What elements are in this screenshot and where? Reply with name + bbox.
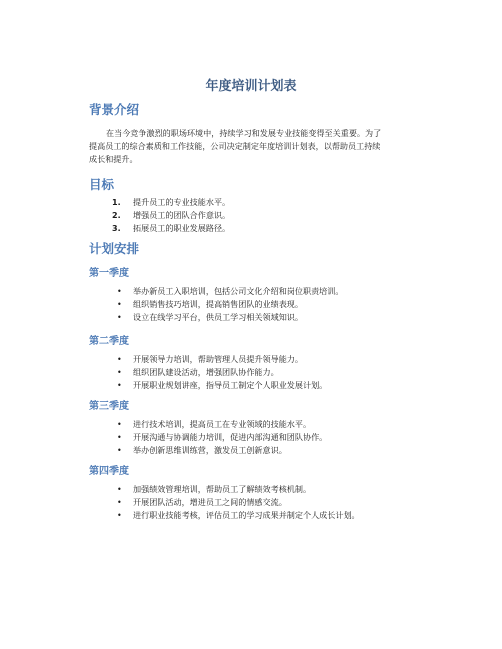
list-item bbox=[89, 353, 429, 366]
list-item bbox=[89, 483, 429, 496]
bullet-icon: • bbox=[117, 498, 122, 507]
bullet-icon: • bbox=[117, 287, 122, 296]
quarter-3-list bbox=[89, 418, 429, 457]
list-item bbox=[89, 431, 429, 444]
list-item bbox=[89, 366, 429, 379]
quarter-2-heading: 第二季度 bbox=[89, 336, 129, 347]
list-item bbox=[89, 311, 429, 324]
bullet-icon: • bbox=[117, 485, 122, 494]
goal-text: 拓展员工的职业发展路径。 bbox=[133, 223, 231, 233]
list-item-text: 设立在线学习平台，供员工学习相关领域知识。 bbox=[133, 312, 303, 322]
list-item-text: 开展领导力培训，帮助管理人员提升领导能力。 bbox=[133, 354, 303, 364]
background-line-3: 成长和提升。 bbox=[89, 154, 138, 164]
list-item-text: 加强绩效管理培训，帮助员工了解绩效考核机制。 bbox=[133, 484, 312, 494]
background-line-1: 在当今竞争激烈的职场环境中，持续学习和发展专业技能变得至关重要。为了 bbox=[106, 128, 382, 138]
goal-item bbox=[89, 196, 429, 209]
goal-text: 提升员工的专业技能水平。 bbox=[133, 197, 231, 207]
bullet-icon: • bbox=[117, 433, 122, 442]
quarter-1-heading: 第一季度 bbox=[89, 268, 129, 279]
bullet-icon: • bbox=[117, 355, 122, 364]
quarter-4-list bbox=[89, 483, 429, 522]
quarter-2-list bbox=[89, 353, 429, 392]
bullet-icon: • bbox=[117, 446, 122, 455]
bullet-icon: • bbox=[117, 368, 122, 377]
list-item-text: 进行技术培训，提高员工在专业领域的技能水平。 bbox=[133, 419, 312, 429]
list-item bbox=[89, 444, 429, 457]
list-item bbox=[89, 285, 429, 298]
bullet-icon: • bbox=[117, 420, 122, 429]
list-item-text: 举办新员工入职培训，包括公司文化介绍和岗位职责培训。 bbox=[133, 286, 344, 296]
goals-list bbox=[89, 196, 429, 235]
bullet-icon: • bbox=[117, 511, 122, 520]
quarter-3-heading: 第三季度 bbox=[89, 401, 129, 412]
bullet-icon: • bbox=[117, 381, 122, 390]
bullet-icon: • bbox=[117, 313, 122, 322]
goal-item bbox=[89, 222, 429, 235]
goal-number: 1. bbox=[112, 198, 121, 207]
list-item bbox=[89, 379, 429, 392]
list-item bbox=[89, 298, 429, 311]
goal-number: 3. bbox=[112, 224, 121, 233]
list-item-text: 开展团队活动，增进员工之间的情感交流。 bbox=[133, 497, 287, 507]
background-heading: 背景介绍 bbox=[89, 102, 140, 117]
goal-number: 2. bbox=[112, 211, 121, 220]
list-item-text: 进行职业技能考核，评估员工的学习成果并制定个人成长计划。 bbox=[133, 510, 360, 520]
list-item-text: 开展沟通与协调能力培训，促进内部沟通和团队协作。 bbox=[133, 432, 328, 442]
list-item-text: 组织销售技巧培训，提高销售团队的业绩表现。 bbox=[133, 299, 303, 309]
background-paragraph bbox=[89, 127, 429, 166]
goal-item bbox=[89, 209, 429, 222]
document-title: 年度培训计划表 bbox=[205, 79, 297, 94]
quarter-4-heading: 第四季度 bbox=[89, 466, 129, 477]
background-line-2: 提高员工的综合素质和工作技能，公司决定制定年度培训计划表，以帮助员工持续 bbox=[89, 141, 381, 151]
list-item-text: 组织团队建设活动，增强团队协作能力。 bbox=[133, 367, 279, 377]
list-item bbox=[89, 496, 429, 509]
goal-text: 增强员工的团队合作意识。 bbox=[133, 210, 231, 220]
list-item-text: 举办创新思维训练营，激发员工创新意识。 bbox=[133, 445, 287, 455]
list-item-text: 开展职业规划讲座，指导员工制定个人职业发展计划。 bbox=[133, 380, 328, 390]
list-item bbox=[89, 509, 429, 522]
bullet-icon: • bbox=[117, 300, 122, 309]
plan-heading: 计划安排 bbox=[89, 241, 140, 256]
list-item bbox=[89, 418, 429, 431]
quarter-1-list bbox=[89, 285, 429, 324]
goals-heading: 目标 bbox=[89, 177, 115, 192]
